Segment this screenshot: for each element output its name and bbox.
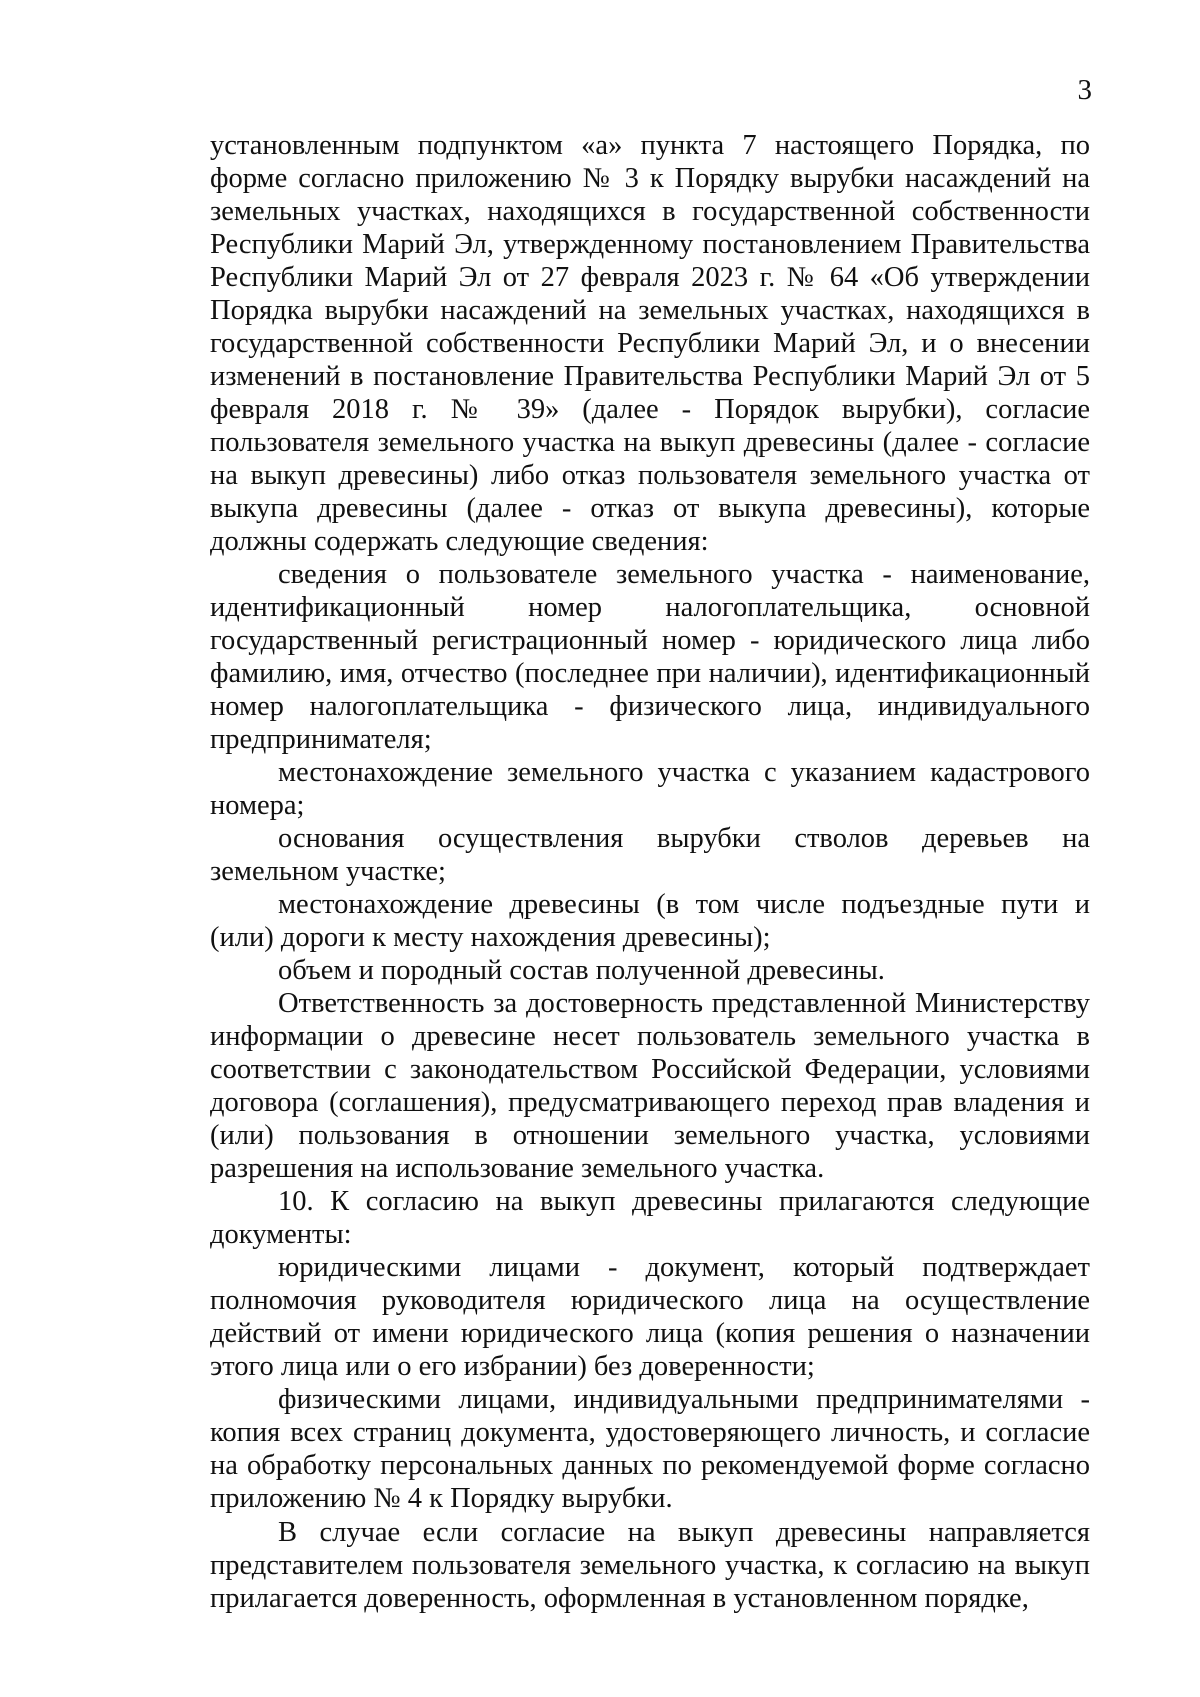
paragraph: Ответственность за достоверность представленной Министерству информации о древесине несет пользователь земельного участка в соответствии с законодательством Российской Федерации, условиями договора (соглашения), предусматривающего переход прав владения и (или) пользования в отношении земельного участка, условиями разрешения на использование земельного участка.	[210, 988, 1090, 1184]
paragraph: юридическими лицами - документ, который подтверждает полномочия руководителя юридического лица на осуществление действий от имени юридического лица (копия решения о назначении этого лица или о его избрании) без доверенности;	[210, 1252, 1090, 1382]
page-number: 3	[1077, 74, 1092, 106]
paragraph: объем и породный состав полученной древесины.	[278, 955, 885, 986]
paragraph: сведения о пользователе земельного участка - наименование, идентификационный номер налогоплательщика, основной государственный регистрационный номер - юридического лица либо фамилию, имя, отчество (последнее при наличии), идентификационный номер налогоплательщика - физического лица, индивидуального предпринимателя;	[210, 559, 1090, 755]
paragraph: физическими лицами, индивидуальными предпринимателями - копия всех страниц документа, удостоверяющего личность, и согласие на обработку персональных данных по рекомендуемой форме согласно приложению № 4 к Порядку вырубки.	[210, 1384, 1090, 1514]
paragraph: местонахождение древесины (в том числе подъездные пути и (или) дороги к месту нахождения древесины);	[210, 889, 1090, 953]
paragraph: В случае если согласие на выкуп древесины направляется представителем пользователя земельного участка, к согласию на выкуп прилагается доверенность, оформленная в установленном порядке,	[210, 1517, 1090, 1614]
paragraph: основания осуществления вырубки стволов деревьев на земельном участке;	[210, 823, 1090, 887]
document-body	[210, 129, 1090, 1615]
paragraph: местонахождение земельного участка с указанием кадастрового номера;	[210, 757, 1090, 821]
paragraph: 10. К согласию на выкуп древесины прилагаются следующие документы:	[210, 1186, 1090, 1250]
paragraph: установленным подпунктом «а» пункта 7 настоящего Порядка, по форме согласно приложению № 3 к Порядку вырубки насаждений на земельных участках, находящихся в государственной собственности Республики Марий Эл, утвержденному постановлением Правительства Республики Марий Эл от 27 февраля 2023 г. № 64 «Об утверждении Порядка вырубки насаждений на земельных участках, находящихся в государственной собственности Республики Марий Эл, и о внесении изменений в постановление Правительства Республики Марий Эл от 5 февраля 2018 г. № 39» (далее - Порядок вырубки), согласие пользователя земельного участка на выкуп древесины (далее - согласие на выкуп древесины) либо отказ пользователя земельного участка от выкупа древесины (далее - отказ от выкупа древесины), которые должны содержать следующие сведения:	[210, 130, 1090, 557]
